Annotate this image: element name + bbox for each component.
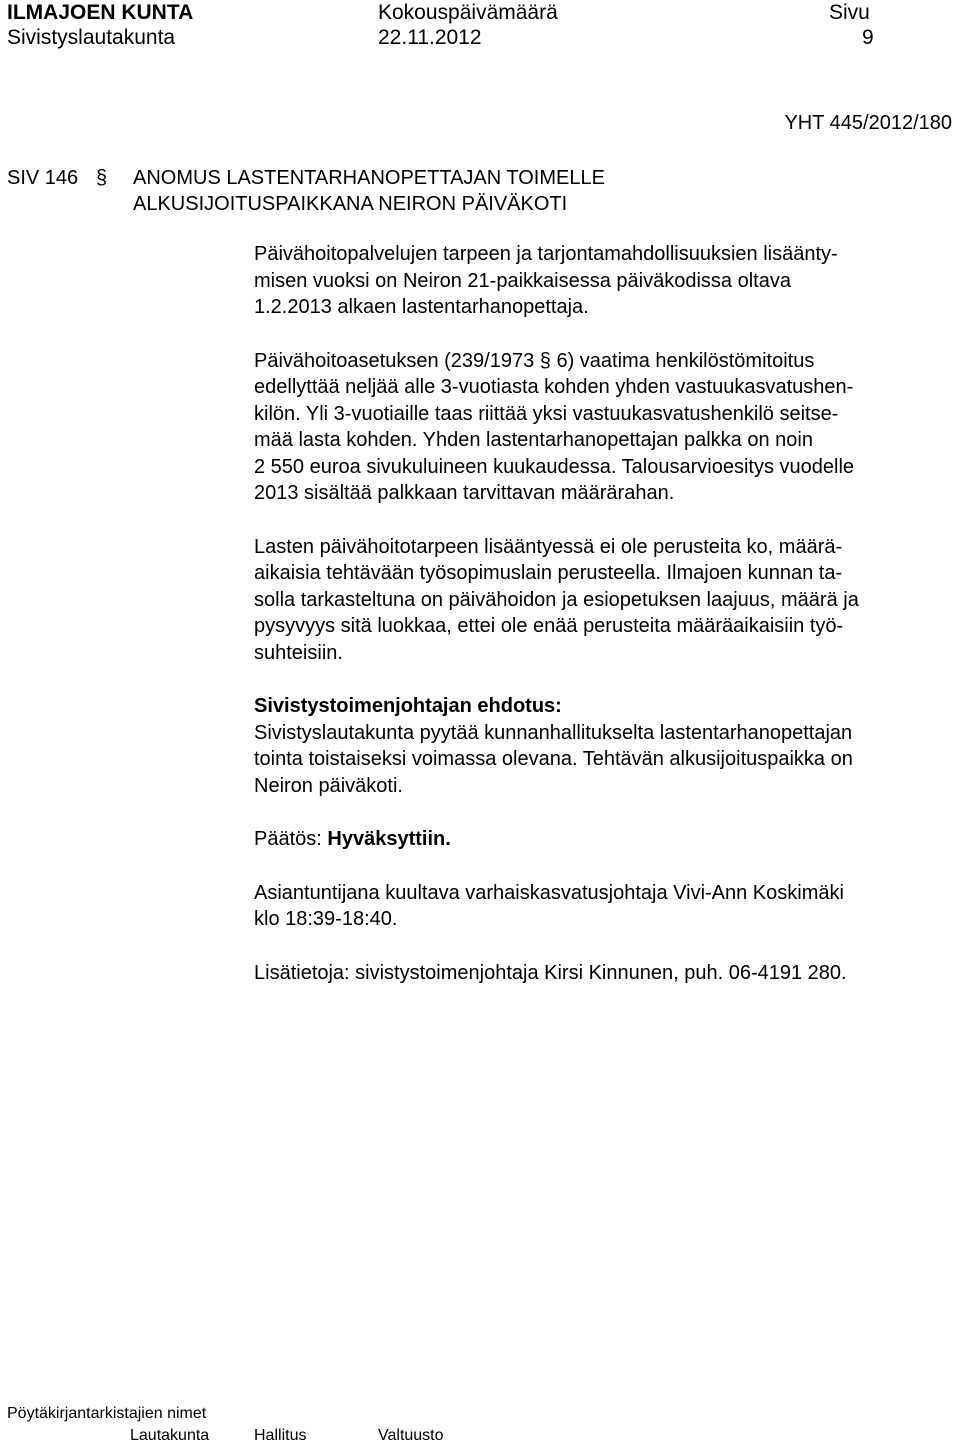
paragraph-staffing bbox=[254, 348, 954, 507]
text-line: Päivähoitoasetuksen (239/1973 § 6) vaatima henkilöstömitoitus bbox=[254, 349, 815, 372]
footer-board: Lautakunta bbox=[130, 1427, 210, 1444]
text-line: aikaisia tehtävään työsopimuslain perusteella. Ilmajoen kunnan ta- bbox=[254, 562, 843, 584]
footer-council: Valtuusto bbox=[378, 1427, 444, 1444]
proposal bbox=[254, 693, 954, 799]
section-title-line: ANOMUS LASTENTARHANOPETTAJAN TOIMELLE bbox=[133, 167, 605, 189]
board-name: Sivistyslautakunta bbox=[7, 26, 176, 49]
footer-government: Hallitus bbox=[254, 1427, 307, 1444]
text-line: 2 550 euroa sivukuluineen kuukaudessa. Talousarvioesitys vuodelle bbox=[254, 455, 855, 478]
case-reference: YHT 445/2012/180 bbox=[784, 112, 952, 134]
meeting-date: 22.11.2012 bbox=[378, 26, 482, 49]
text-line: tointa toistaiseksi voimassa olevana. Tehtävän alkusijoituspaikka on bbox=[254, 748, 853, 770]
decision bbox=[254, 826, 954, 853]
meeting-date-label: Kokouspäivämäärä bbox=[378, 1, 558, 24]
text-line: mää lasta kohden. Yhden lastentarhanopettajan palkka on noin bbox=[254, 429, 813, 451]
document-body bbox=[254, 241, 954, 986]
text-line: Sivistyslautakunta pyytää kunnanhallitukselta lastentarhanopettajan bbox=[254, 721, 853, 744]
text-line: klo 18:39-18:40. bbox=[254, 908, 398, 930]
text-line: kilön. Yli 3-vuotiaille taas riittää yksi vastuukasvatushenkilö seitse- bbox=[254, 402, 839, 425]
text-line: misen vuoksi on Neiron 21-paikkaisessa päiväkodissa oltava bbox=[254, 269, 791, 292]
organization-name: ILMAJOEN KUNTA bbox=[7, 1, 194, 24]
expert-note bbox=[254, 880, 954, 933]
footer-checkers-label: Pöytäkirjantarkistajien nimet bbox=[7, 1405, 207, 1422]
text-line: 1.2.2013 alkaen lastentarhanopettaja. bbox=[254, 296, 589, 318]
page-header bbox=[0, 0, 960, 52]
decision-label: Päätös: bbox=[254, 828, 322, 850]
section-sign: § bbox=[96, 167, 108, 189]
decision-value: Hyväksyttiin. bbox=[327, 828, 451, 850]
text-line: edellyttää neljää alle 3-vuotiasta kohden yhden vastuukasvatushen- bbox=[254, 376, 854, 398]
text-line: Lisätietoja: sivistystoimenjohtaja Kirsi Kinnunen, puh. 06-4191 280. bbox=[254, 961, 847, 984]
text-line: Asiantuntijana kuultava varhaiskasvatusjohtaja Vivi-Ann Koskimäki bbox=[254, 881, 844, 904]
paragraph-grounds bbox=[254, 534, 954, 667]
text-line: suhteisiin. bbox=[254, 641, 343, 664]
paragraph-need bbox=[254, 241, 954, 321]
page-number: 9 bbox=[862, 26, 874, 49]
text-line: pysyvyys sitä luokkaa, ettei ole enää perusteita määräaikaisiin työ- bbox=[254, 615, 844, 637]
contact-info bbox=[254, 960, 954, 987]
section-title bbox=[133, 165, 605, 217]
text-line: Päivähoitopalvelujen tarpeen ja tarjontamahdollisuuksien lisäänty- bbox=[254, 243, 838, 265]
section-title-line: ALKUSIJOITUSPAIKKANA NEIRON PÄIVÄKOTI bbox=[133, 193, 568, 215]
section-number: SIV 146 bbox=[7, 167, 79, 189]
page-label: Sivu bbox=[829, 1, 870, 24]
text-line: solla tarkasteltuna on päivähoidon ja esiopetuksen laajuus, määrä ja bbox=[254, 588, 859, 611]
text-line: Lasten päivähoitotarpeen lisääntyessä ei ole perusteita ko, määrä- bbox=[254, 535, 843, 558]
text-line: Neiron päiväkoti. bbox=[254, 774, 403, 797]
proposal-heading: Sivistystoimenjohtajan ehdotus: bbox=[254, 695, 562, 717]
text-line: 2013 sisältää palkkaan tarvittavan määrärahan. bbox=[254, 482, 675, 504]
